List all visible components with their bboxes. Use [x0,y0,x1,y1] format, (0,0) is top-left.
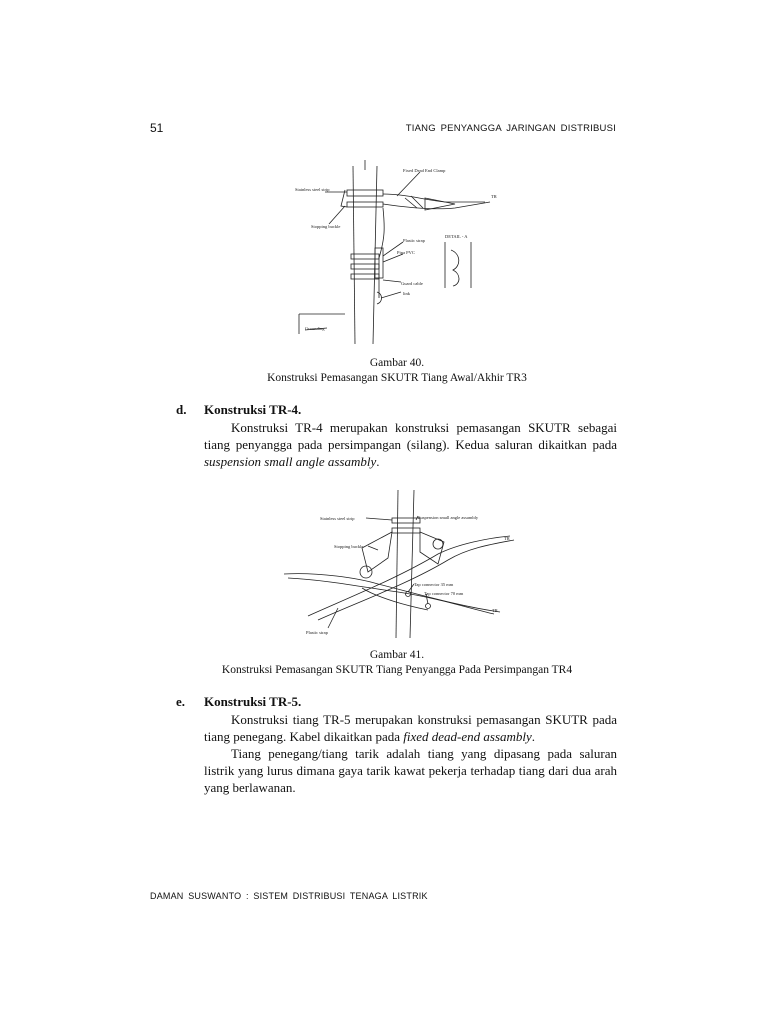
section-d-title: Konstruksi TR-4. [204,402,302,417]
section-e-p1-end: . [531,729,536,744]
stainless-strip-2 [392,528,420,533]
section-e-letter: e. [176,694,186,709]
figure-40-diagram [285,158,515,348]
insulator-right [433,539,443,549]
fig41-label-stainless: Stainless steel strip [320,516,355,521]
section-e-p1-text: Konstruksi tiang TR-5 merupakan konstruksi pemasangan SKUTR pada tiang penegang. Kabel dikaitkan pada [204,712,617,744]
section-e-title: Konstruksi TR-5. [204,694,302,709]
section-d-italic: suspension small angle assambly [204,454,377,469]
fig40-label-stainless: Stainless steel strip [295,187,330,192]
down-cable [379,208,384,298]
detail-a-hook [451,250,459,286]
stainless-strip-lower [347,202,383,207]
fig41-label-tr2: TR [492,608,498,613]
fig40-label-fixed-dead-end: Fixed Dead End Clamp [403,168,446,173]
pole-left-edge [353,166,355,344]
figure-41-caption [170,648,624,678]
fig41-label-tr1: TR [504,536,510,541]
tap-connector-70 [426,604,431,609]
fig41-label-tap-70: Tap connector 70 mm [424,591,464,596]
section-d-paragraph [204,419,617,470]
stainless-strip-top [347,190,383,196]
section-e-paragraphs [204,711,617,796]
cable-main-2 [288,578,494,614]
fig40-label-grounding: Grounding [305,326,325,331]
pole-right-edge [410,490,414,638]
fig40-label-stopping-buckle: Stopping buckle [311,224,341,229]
figure-40-title: Konstruksi Pemasangan SKUTR Tiang Awal/Akhir TR3 [267,372,527,384]
section-d-letter: d. [176,402,187,417]
cable-main-1 [284,574,500,612]
page-number: 51 [150,121,164,135]
figure-41-diagram [278,488,518,640]
fig41-label-plastic-strap: Plastic strap [306,630,328,635]
fig41-label-stopping-buckle: Stopping buckle [334,544,364,549]
section-d-text-end: . [376,454,380,469]
running-header: TIANG PENYANGGA JARINGAN DISTRIBUSI [405,123,616,134]
fig41-label-suspension: Suspension small angle assambly [418,515,479,520]
fig40-label-pipa-pvc: Pipa PVC [397,250,415,255]
section-d-text: Konstruksi TR-4 merupakan konstruksi pemasangan SKUTR sebagai tiang penyangga pada persimpangan (silang). Kedua saluran dikaitkan pada [204,420,617,452]
section-e-p2: Tiang penegang/tiang tarik adalah tiang yang dipasang pada saluran listrik yang lurus dimana gaya tarik kawat pekerja terhadap tiang dari dua arah yang berlawanan. [204,746,617,795]
stopping-buckle-shape [341,190,347,207]
figure-40-caption [170,356,624,386]
figure-41-title: Konstruksi Pemasangan SKUTR Tiang Penyangga Pada Persimpangan TR4 [221,664,573,676]
insulator-left [360,566,372,578]
fig40-label-guard-cable: Guard cable [401,281,423,286]
cable-cross-2 [318,540,514,620]
fig41-label-tap-35: Tap connector 35 mm [414,582,454,587]
fig40-label-detail-a: DETAIL - A [445,234,468,239]
fig40-label-plastic-strap: Plastic strap [403,238,425,243]
fig40-label-link: link [403,291,411,296]
pole-left-edge [396,490,398,638]
fig40-label-tr: TR [491,194,497,199]
figure-41-number: Gambar 41. [369,649,425,661]
running-footer: DAMAN SUSWANTO : SISTEM DISTRIBUSI TENAGA LISTRIK [150,891,428,901]
section-e-p1-italic: fixed dead-end assambly [403,729,532,744]
stainless-strip [392,518,420,523]
figure-40-number: Gambar 40. [369,357,425,369]
